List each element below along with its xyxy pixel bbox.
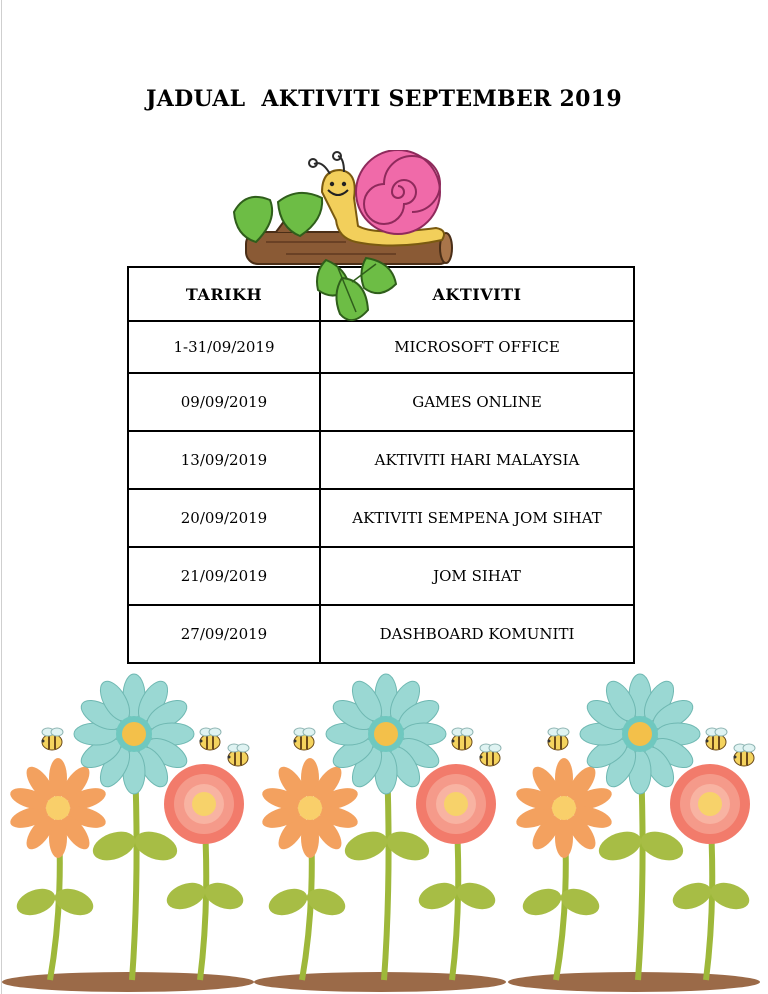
row-date: 13/09/2019: [128, 431, 320, 489]
row-activity: AKTIVITI SEMPENA JOM SIHAT: [320, 489, 634, 547]
row-date: 21/09/2019: [128, 547, 320, 605]
table-row: [128, 605, 634, 663]
row-date: 1-31/09/2019: [128, 321, 320, 373]
row-date: 27/09/2019: [128, 605, 320, 663]
table-row: [128, 373, 634, 431]
snail-on-log-icon: [226, 150, 456, 330]
row-activity: JOM SIHAT: [320, 547, 634, 605]
table-row: [128, 489, 634, 547]
row-activity: AKTIVITI HARI MALAYSIA: [320, 431, 634, 489]
header-date: TARIKH: [128, 267, 320, 321]
row-activity: GAMES ONLINE: [320, 373, 634, 431]
flower-garden-icon: [0, 670, 768, 994]
table-row: [128, 431, 634, 489]
row-activity: DASHBOARD KOMUNITI: [320, 605, 634, 663]
page-title: JADUAL AKTIVITI SEPTEMBER 2019: [146, 86, 622, 112]
table-row: [128, 547, 634, 605]
row-date: 09/09/2019: [128, 373, 320, 431]
row-date: 20/09/2019: [128, 489, 320, 547]
header-activity: AKTIVITI: [320, 267, 634, 321]
row-activity: MICROSOFT OFFICE: [320, 321, 634, 373]
